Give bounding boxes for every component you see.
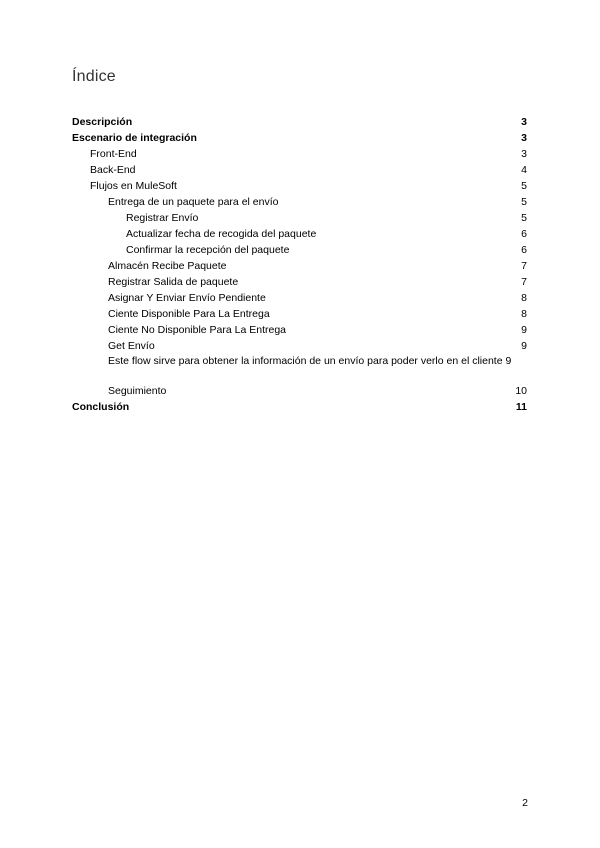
toc-entry-confirmar-la-recepcion[interactable] [72, 242, 527, 258]
toc-entry-escenario-de-integracion[interactable] [72, 130, 527, 146]
toc-entry-label: Entrega de un paquete para el envío [108, 196, 279, 208]
toc-entry-page: 8 [521, 292, 527, 304]
toc-entry-page: 7 [521, 260, 527, 272]
toc-entry-label: Asignar Y Enviar Envío Pendiente [108, 292, 266, 304]
toc-entry-label: Front-End [90, 148, 137, 160]
toc-entry-label: Ciente Disponible Para La Entrega [108, 308, 270, 320]
toc-entry-registrar-salida-de-paquete[interactable] [72, 274, 527, 290]
toc-entry-page: 7 [521, 276, 527, 288]
toc-entry-registrar-envio[interactable] [72, 210, 527, 226]
toc-entry-este-flow-sirve[interactable] [72, 354, 527, 383]
toc-entry-page: 3 [521, 148, 527, 160]
toc-entry-ciente-no-disponible[interactable] [72, 322, 527, 338]
toc-entry-label: Registrar Envío [126, 212, 199, 224]
toc-entry-label: Escenario de integración [72, 132, 197, 144]
toc-entry-back-end[interactable] [72, 162, 527, 178]
toc-entry-label: Descripción [72, 116, 133, 128]
toc-entry-page: 8 [521, 308, 527, 320]
toc-entry-page: 10 [515, 385, 527, 397]
toc-entry-label: Get Envío [108, 340, 155, 352]
toc-entry-page: 6 [521, 244, 527, 256]
toc-entry-get-envio[interactable] [72, 338, 527, 354]
toc-entry-ciente-disponible[interactable] [72, 306, 527, 322]
toc-entry-front-end[interactable] [72, 146, 527, 162]
toc-entry-almacen-recibe-paquete[interactable] [72, 258, 527, 274]
page-number: 2 [522, 797, 528, 809]
toc-entry-page: 3 [521, 116, 527, 128]
toc-entry-page: 6 [521, 228, 527, 240]
toc-entry-seguimiento[interactable] [72, 383, 527, 399]
toc-entry-label: Registrar Salida de paquete [108, 276, 239, 288]
toc-title: Índice [72, 68, 116, 85]
toc-entry-actualizar-fecha-de-recogida[interactable] [72, 226, 527, 242]
toc-entry-page: 11 [515, 401, 527, 413]
toc-entry-flujos-en-mulesoft[interactable] [72, 178, 527, 194]
toc-entry-page: 4 [521, 164, 527, 176]
table-of-contents [72, 114, 527, 415]
toc-entry-label: Flujos en MuleSoft [90, 180, 177, 192]
toc-entry-page: 5 [521, 180, 527, 192]
toc-entry-page: 9 [521, 340, 527, 352]
toc-entry-label: Seguimiento [108, 385, 167, 397]
toc-entry-page: 5 [521, 212, 527, 224]
toc-entry-conclusion[interactable] [72, 399, 527, 415]
toc-entry-label: Almacén Recibe Paquete [108, 260, 227, 272]
toc-entry-descripcion[interactable] [72, 114, 527, 130]
toc-entry-asignar-y-enviar-envio-pendiente[interactable] [72, 290, 527, 306]
toc-entry-page: 9 [521, 324, 527, 336]
toc-entry-label: Confirmar la recepción del paquete [126, 244, 290, 256]
toc-entry-label: Conclusión [72, 401, 130, 413]
toc-entry-page: 5 [521, 196, 527, 208]
toc-entry-label: Back-End [90, 164, 136, 176]
toc-entry-label: Actualizar fecha de recogida del paquete [126, 228, 317, 240]
toc-entry-label: Ciente No Disponible Para La Entrega [108, 324, 287, 336]
toc-entry-page: 3 [521, 132, 527, 144]
toc-entry-label: Este flow sirve para obtener la información de un envío para poder verlo en el cliente 9 [108, 355, 512, 367]
toc-entry-entrega-de-un-paquete[interactable] [72, 194, 527, 210]
